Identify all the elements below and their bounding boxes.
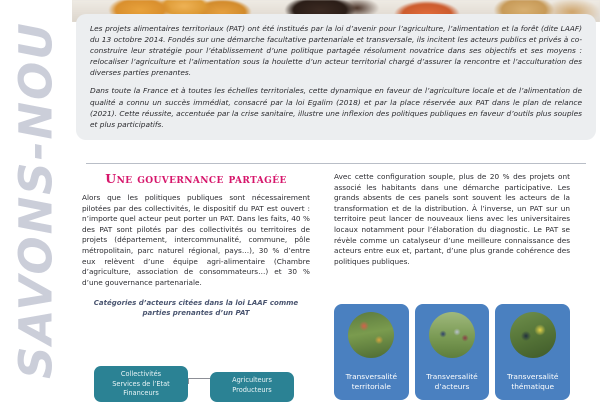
card-transversalite-territoriale [334, 304, 409, 400]
diagram-box-line: Agriculteurs [232, 376, 272, 384]
harvest-work-photo-icon [510, 312, 556, 358]
garden-plots-photo-icon [348, 312, 394, 358]
diagram-box-line: Services de l’Etat [112, 379, 170, 388]
diagram-box-collectivites [94, 366, 188, 402]
card-transversalite-acteurs [415, 304, 490, 400]
diagram-box-line: Collectivités [120, 370, 162, 378]
card-label: Transversalité d’acteurs [426, 372, 478, 391]
left-column [82, 172, 310, 400]
card-label: Transversalité territoriale [345, 372, 398, 391]
page-content [72, 0, 600, 400]
section-heading-gouvernance: Une gouvernance partagée [105, 171, 287, 186]
figure-caption: Catégories d’acteurs citées dans la loi LAAF comme parties prenantes d’un PAT [93, 299, 299, 317]
diagram-box-line: Financeurs [123, 389, 159, 397]
vertical-banner [0, 0, 72, 400]
two-column-body [82, 172, 594, 400]
section-divider [86, 163, 586, 164]
diagram-box-line: Producteurs [232, 385, 272, 394]
card-label: Transversalité thématique [506, 372, 559, 391]
right-column-body: Avec cette configuration souple, plus de 20 % des projets ont associé les habitants dans une démarche participative. Les grands absents de ces panels sont souvent les acteurs de la transformation et de la distribution. À l’inverse, un PAT sur un territoire peut lancer de nouveaux liens avec les universitaires locaux notamment pour l’élaboration du diagnostic. Le PAT se révèle comme un catalyseur d’une meilleure connaissance des acteurs entre eux et, partant, d’une plus grande cohérence des politiques publiques. [334, 172, 570, 266]
vertical-banner-text: SAVONS-NOU [9, 21, 63, 379]
transversalite-cards [334, 304, 570, 400]
intro-panel [76, 14, 596, 140]
card-transversalite-thematique [495, 304, 570, 400]
diagram-connector [188, 378, 210, 379]
right-column [334, 172, 570, 400]
intro-paragraph-1: Les projets alimentaires territoriaux (PAT) ont été institués par la loi d’avenir pour l’agriculture, l’alimentation et la forêt (dite LAAF) du 13 octobre 2014. Fondés sur une démarche facultative partenariale et transversale, ils incitent les acteurs publics et privés à co-construire leur stratégie pour l’établissement d’une politique partagée résolument novatrice dans ses objectifs et ses moyens : relocaliser l’agriculture et l’alimentation sous la houlette d’un acteur territorial chargé d’assurer la rencontre et l’acculturation des diverses parties prenantes. [90, 24, 582, 78]
people-gathering-photo-icon [429, 312, 475, 358]
diagram-box-agriculteurs [210, 372, 294, 402]
actors-diagram [82, 358, 310, 400]
intro-paragraph-2: Dans toute la France et à toutes les échelles territoriales, cette dynamique en faveur de l’agriculture locale et de l’alimentation de qualité a connu un succès immédiat, consacré par la loi Egalim (2018) et par la place réservée aux PAT dans le plan de relance (2021). Cette réussite, accentuée par la crise sanitaire, illustre une inflexion des politiques publiques en faveur d’outils plus souples et plus participatifs. [90, 86, 582, 129]
left-column-body: Alors que les politiques publiques sont nécessairement pilotées par des collectivités, le dispositif du PAT est ouvert : n’importe quel acteur peut porter un PAT. Dans les faits, 40 % des PAT sont pilotés par des collectivités ou territoires de projets (département, intercommunalité, commune, pôle métropolitain, parc naturel régional, pays…), 30 % d’entre eux relèvent d’une équipe agri-alimentaire (Chambre d’agriculture, association de consommateurs…) et 30 % d’une gouvernance partenariale. [82, 193, 310, 287]
